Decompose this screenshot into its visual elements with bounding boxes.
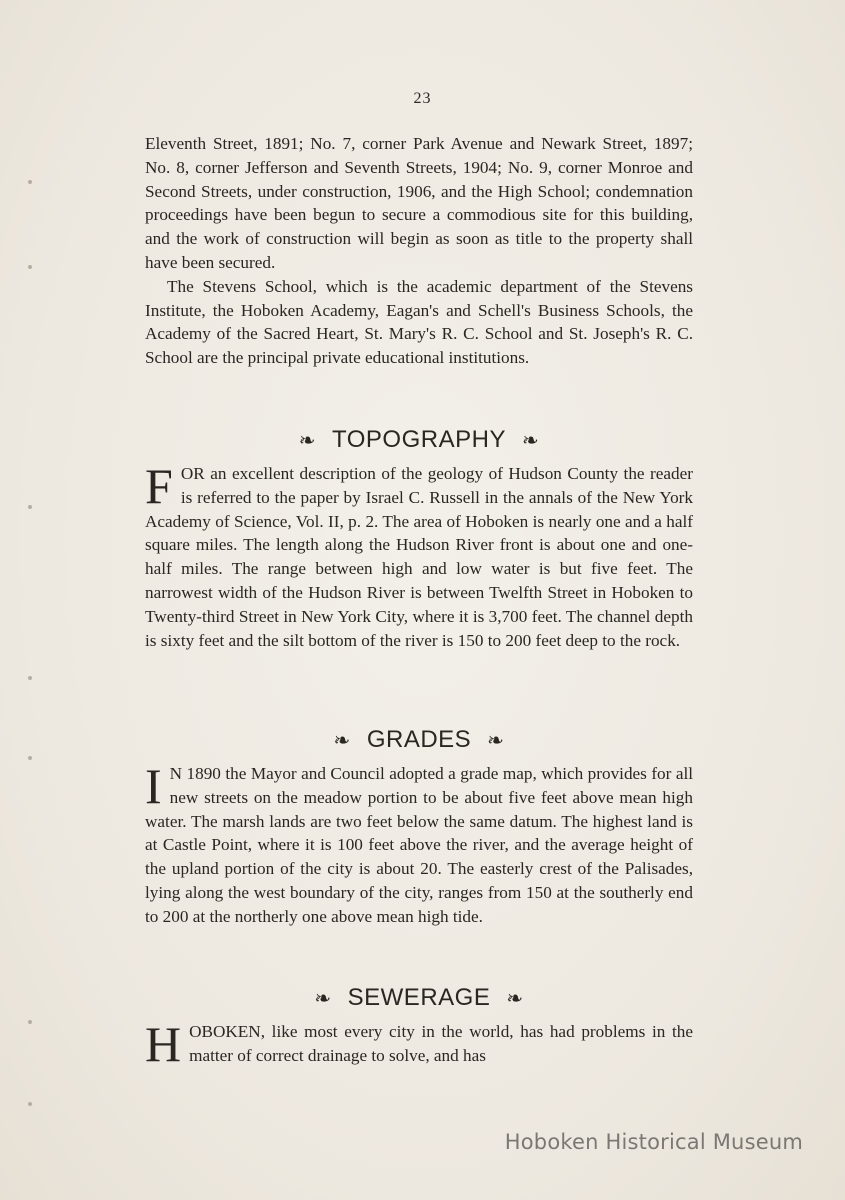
- intro-paragraph-1: Eleventh Street, 1891; No. 7, corner Park Avenue and Newark Street, 1897; No. 8, corner Jefferson and Seventh Streets, 1904; No. 9, corner Monroe and Second Streets, under construction, 1906, and the High School; condemnation proceedings have been begun to secure a commodious site for this building, and the work of construction will begin as soon as title to the property shall have been secured.: [145, 134, 693, 272]
- binding-hole: [28, 676, 32, 680]
- drop-cap: I: [145, 758, 162, 814]
- ornament-icon: ❧: [333, 728, 351, 752]
- intro-paragraph-2: The Stevens School, which is the academic department of the Stevens Institute, the Hoboken Academy, Eagan's and Schell's Business Schools, the Academy of the Sacred Heart, St. Mary's R. C. School and St. Joseph's R. C. School are the principal private educational institutions.: [145, 276, 693, 368]
- grades-heading: [145, 726, 693, 754]
- binding-hole: [28, 756, 32, 760]
- page-number: 23: [413, 90, 432, 107]
- binding-hole: [28, 180, 32, 184]
- drop-cap: F: [145, 458, 173, 514]
- topography-title: TOPOGRAPHY: [332, 426, 506, 453]
- sewerage-title: SEWERAGE: [347, 984, 491, 1011]
- drop-cap: H: [145, 1016, 182, 1072]
- sewerage-section: [145, 1016, 693, 1072]
- binding-hole: [28, 1102, 32, 1106]
- sewerage-heading: [145, 984, 693, 1012]
- grades-section: [145, 758, 693, 929]
- ornament-icon: ❧: [521, 428, 540, 452]
- topography-body: OR an excellent description of the geology of Hudson County the reader is referred to the paper by Israel C. Russell in the annals of the New York Academy of Science, Vol. II, p. 2. The area of Hoboken is nearly one and a half square miles. The length along the Hudson River front is about one and one-half miles. The range between high and low water is but five feet. The narrowest width of the Hudson River is between Twelfth Street in Hoboken to Twenty-third Street in New York City, where it is 3,700 feet. The channel depth is sixty feet and the silt bottom of the river is 150 to 200 feet deep to the rock.: [145, 464, 693, 650]
- sewerage-body: OBOKEN, like most every city in the world, has had problems in the matter of correct drainage to solve, and has: [189, 1022, 693, 1065]
- intro-text: [145, 132, 693, 370]
- binding-hole: [28, 505, 32, 509]
- ornament-icon: ❧: [506, 986, 524, 1010]
- ornament-icon: ❧: [314, 986, 332, 1010]
- binding-hole: [28, 1020, 32, 1024]
- grades-body: N 1890 the Mayor and Council adopted a grade map, which provides for all new streets on the meadow portion to be about five feet above mean high water. The marsh lands are two feet below the same datum. The highest land is at Castle Point, where it is 100 feet above the river, and the average height of the upland portion of the city is about 20. The easterly crest of the Palisades, lying along the west boundary of the city, ranges from 150 at the southerly end to 200 at the northerly one above mean high tide.: [145, 764, 693, 926]
- grades-title: GRADES: [366, 726, 472, 753]
- binding-hole: [28, 265, 32, 269]
- ornament-icon: ❧: [298, 428, 317, 452]
- topography-heading: [145, 426, 693, 454]
- topography-section: [145, 458, 693, 652]
- museum-watermark: Hoboken Historical Museum: [504, 1130, 803, 1154]
- ornament-icon: ❧: [487, 728, 505, 752]
